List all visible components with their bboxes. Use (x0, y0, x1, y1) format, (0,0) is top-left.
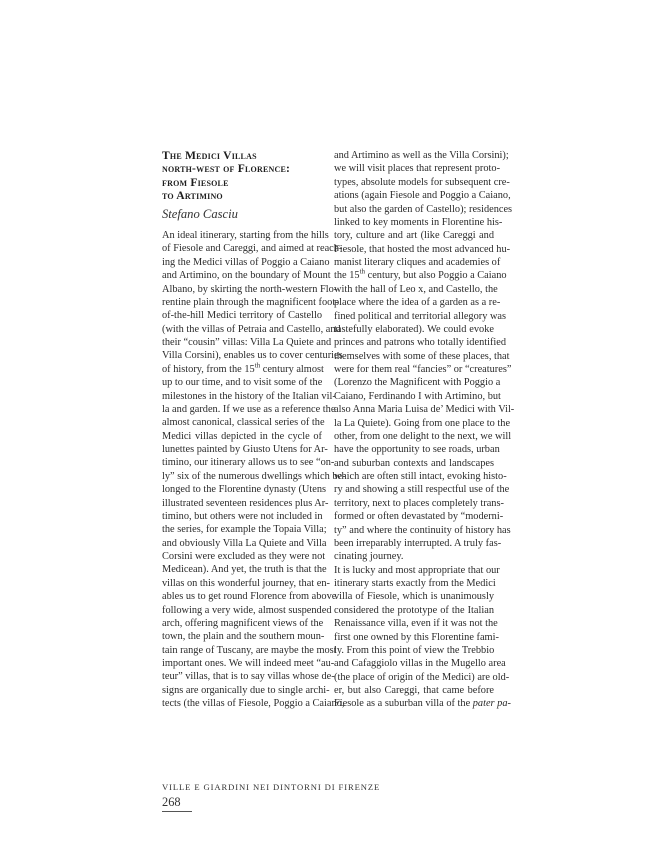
title-line: The Medici Villas (162, 149, 257, 162)
text-line: and Artimino, on the boundary of Mount (162, 270, 331, 282)
text-line: manist literary cliques and academies of (334, 257, 501, 268)
text-line: cinating journey. (334, 551, 404, 563)
text-line: and Cafaggiolo villas in the Mugello area (334, 658, 506, 670)
text-line: place where the idea of a garden as a re- (334, 297, 501, 309)
text-line: and obviously Villa La Quiete and Villa (162, 537, 327, 549)
text-line: Corsini were excluded as they were not (162, 551, 326, 562)
text-line: illustrated seventeen residences plus Ar- (162, 497, 329, 509)
text-line: itinerary starts exactly from the Medici (334, 578, 496, 589)
left-text-column (162, 229, 346, 711)
text-line: Villa Corsini), enables us to cover centuries (162, 350, 343, 362)
text-line: been irreparably interrupted. A truly fas- (334, 537, 502, 549)
author-name: Stefano Casciu (162, 207, 238, 221)
text-line: with the hall of Leo x, and Castello, the (334, 283, 498, 295)
text-line: (the place of origin of the Medici) are old- (334, 671, 510, 683)
text-line: princes and patrons who totally identified (334, 337, 507, 349)
text-line: the 15th century, but also Poggio a Caiano (334, 267, 507, 282)
text-line: of-the-hill Medici territory of Castello (162, 310, 322, 322)
text-line: important ones. We will indeed meet “au- (162, 658, 335, 669)
text-line: longed to the Florentine dynasty (Utens (162, 484, 327, 496)
text-line: first one owned by this Florentine fami- (334, 631, 499, 643)
text-line: It is lucky and most appropriate that our (334, 564, 500, 576)
text-line: ing the Medici villas of Poggio a Caiano (162, 256, 330, 268)
text-line: of history, from the 15th century almost (162, 361, 324, 375)
text-line: Fiesole, that hosted the most advanced hu- (334, 243, 511, 255)
chapter-title (162, 149, 322, 203)
text-line: following a very wide, almost suspended (162, 604, 332, 616)
text-line: ly. From this point of view the Trebbio (334, 644, 495, 656)
text-line: tory, culture and art (like Careggi and (334, 230, 494, 242)
text-line: Fiesole as a suburban villa of the pater pa- (334, 698, 511, 710)
text-line: which are often still intact, evoking histo- (334, 471, 507, 482)
text-line: linked to key moments in Florentine his- (334, 216, 503, 228)
text-line: Medici villas depicted in the cycle of (162, 430, 322, 442)
text-line: Medicean). And yet, the truth is that the (162, 564, 327, 576)
text-line: rentine plain through the magnificent foot- (162, 296, 339, 308)
text-line: milestones in the history of the Italian vil- (162, 390, 336, 402)
text-line: Albano, by skirting the north-western Flo- (162, 283, 338, 295)
text-line: la and garden. If we use as a reference the (162, 403, 336, 415)
text-line: territory, next to places completely trans- (334, 497, 504, 509)
title-line: to Artimino (162, 189, 223, 203)
text-line: town, the plain and the southern moun- (162, 631, 325, 643)
running-title: VILLE E GIARDINI NEI DINTORNI DI FIRENZE (162, 782, 381, 792)
text-line: ly” six of the numerous dwellings which be- (162, 470, 346, 482)
text-line: were for them real “fancies” or “creatures” (334, 364, 512, 375)
text-line: lunettes painted by Giusto Utens for Ar- (162, 444, 328, 455)
text-line: timino, but others were not included in (162, 510, 323, 522)
title-line: north-west of Florence: (162, 162, 291, 176)
text-line: ables us to get round Florence from above (162, 591, 337, 603)
text-line: themselves with some of these places, that (334, 350, 510, 362)
text-line: types, absolute models for subsequent cre- (334, 176, 510, 188)
text-line: and Artimino as well as the Villa Corsini); (334, 150, 509, 161)
text-line: we will visit places that represent proto- (334, 163, 501, 175)
text-line: arch, offering magnificent views of the (162, 617, 324, 629)
text-line: formed or often devastated by “moderni- (334, 511, 504, 523)
text-line: their “cousin” villas: Villa La Quiete and (162, 337, 332, 348)
text-line: ry and showing a still respectful use of the (334, 484, 510, 496)
right-text-column (334, 149, 515, 711)
text-line: la La Quiete). Going from one place to the (334, 417, 511, 429)
text-line: teur” villas, that is to say villas whose de- (162, 671, 335, 683)
title-line: from Fiesole (162, 175, 229, 189)
text-line: villas on this wonderful journey, that en- (162, 577, 330, 589)
text-line: signs are organically due to single archi- (162, 684, 330, 696)
text-line: almost canonical, classical series of the (162, 417, 325, 429)
text-line: up to our time, and to visit some of the (162, 377, 323, 389)
text-line: have the opportunity to see roads, urban (334, 444, 500, 456)
text-line: considered the prototype of the Italian (334, 604, 494, 616)
text-line: villa of Fiesole, which is unanimously (334, 591, 494, 603)
text-line: and suburban contexts and landscapes (334, 457, 494, 469)
text-line: also Anna Maria Luisa de’ Medici with Vil- (334, 404, 515, 416)
page-number-rule (162, 811, 192, 812)
text-line: Renaissance villa, even if it was not the (334, 618, 498, 630)
text-line: ations (again Fiesole and Poggio a Caiano, (334, 190, 511, 202)
text-line: other, from one delight to the next, we will (334, 430, 512, 442)
text-line: of Fiesole and Careggi, and aimed at reach- (162, 243, 343, 255)
text-line: tain range of Tuscany, are maybe the most (162, 644, 337, 656)
text-line: but also the garden of Castello); residences (334, 203, 513, 215)
text-line: (Lorenzo the Magnificent with Poggio a (334, 377, 501, 389)
text-line: er, but also Careggi, that came before (334, 685, 494, 696)
text-line: tastefully elaborated). We could evoke (334, 323, 494, 335)
text-line: Caiano, Ferdinando I with Artimino, but (334, 390, 501, 402)
page-number: 268 (162, 795, 181, 809)
text-line: the series, for example the Topaia Villa; (162, 524, 327, 536)
text-line: fined political and territorial allegory was (334, 310, 507, 322)
text-line: tects (the villas of Fiesole, Poggio a Caiano, (162, 698, 345, 710)
text-line: An ideal itinerary, starting from the hills (162, 230, 329, 241)
text-line: (with the villas of Petraia and Castello, and (162, 323, 341, 335)
text-line: ty” and where the continuity of history has (334, 524, 511, 536)
text-line: timino, our itinerary allows us to see “on- (162, 457, 335, 469)
